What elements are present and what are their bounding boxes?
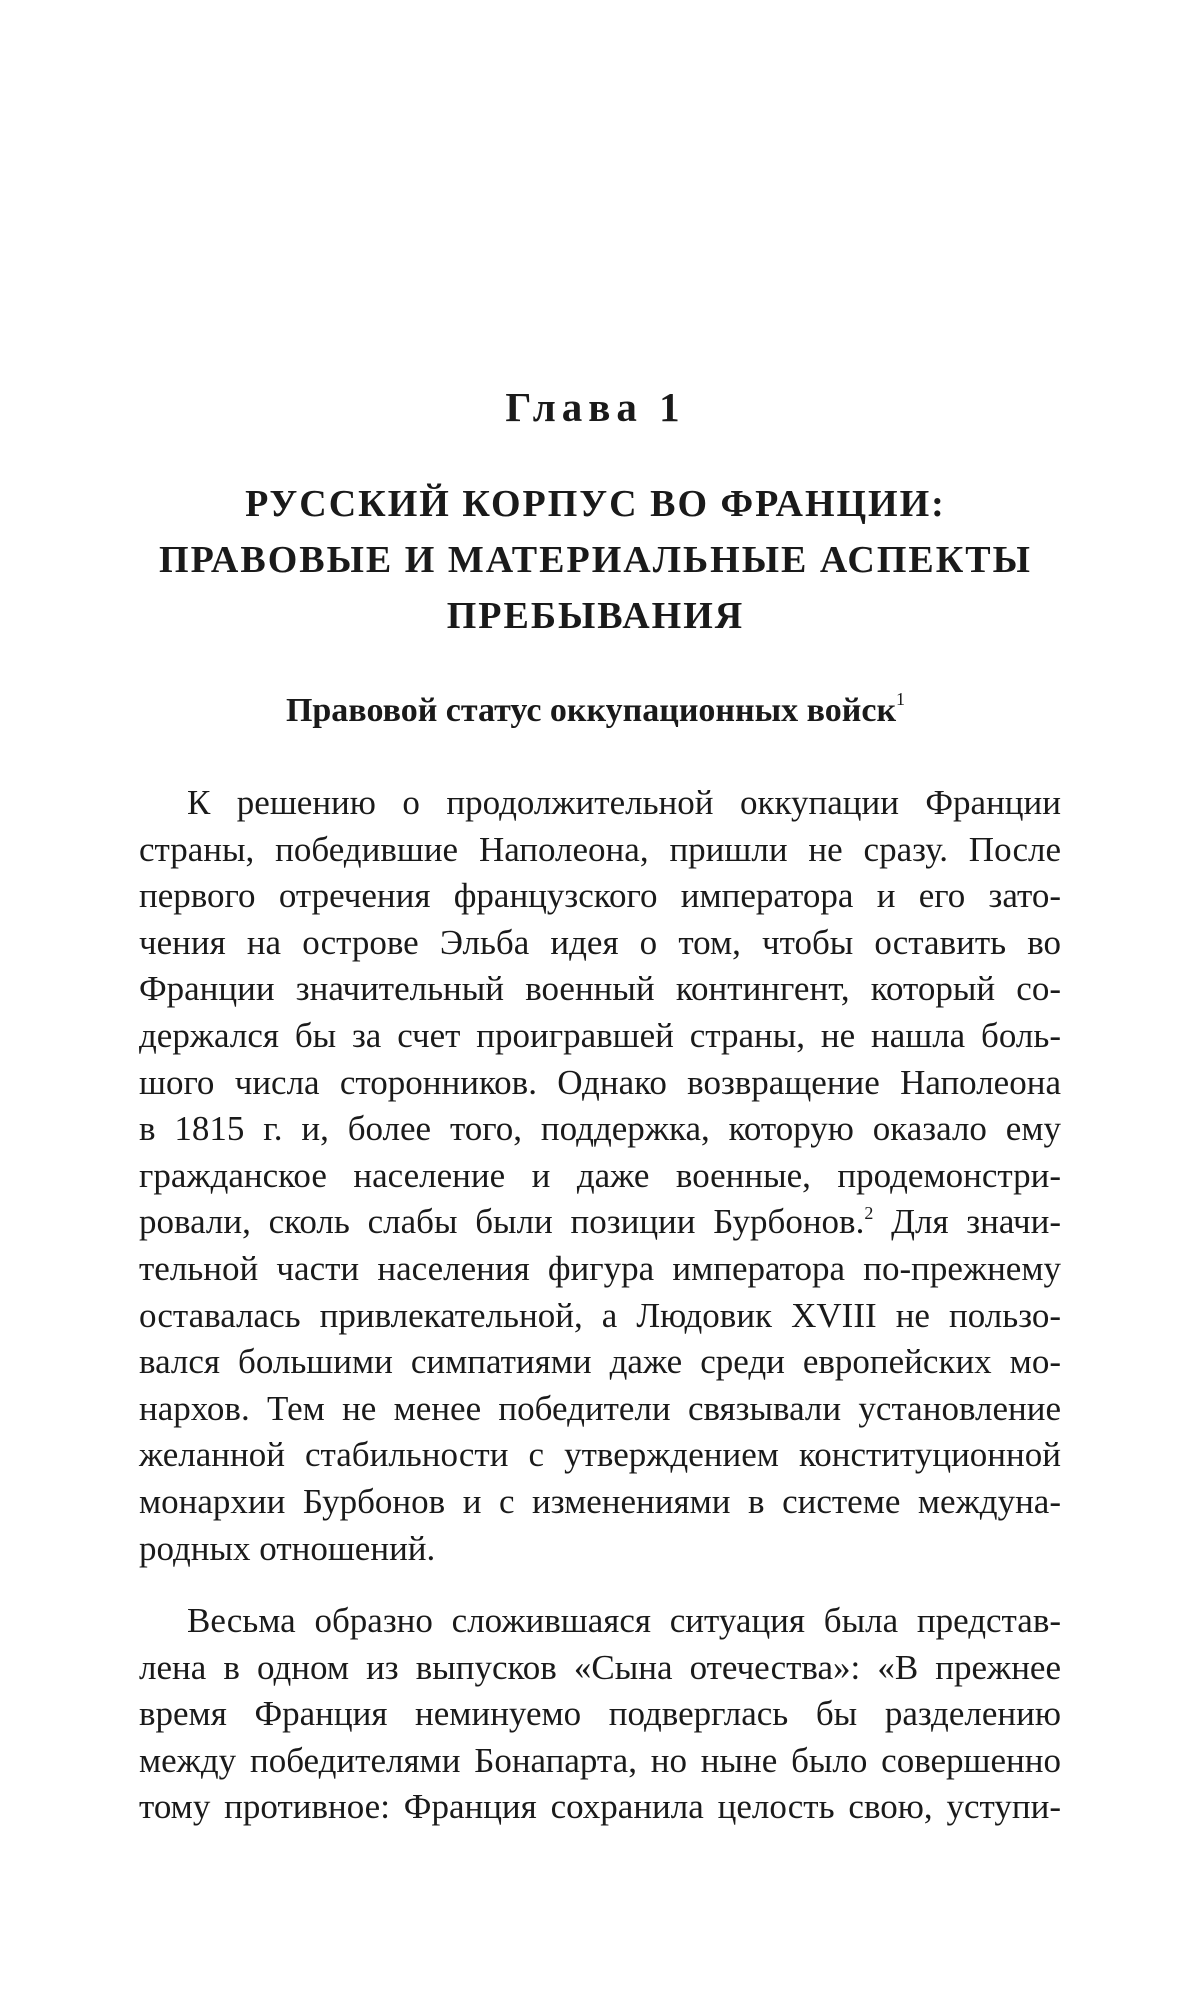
- text-line: гражданское население и даже военные, продемонстри-: [139, 1155, 1061, 1195]
- text-segment: Для значи-: [873, 1202, 1061, 1242]
- chapter-title-line: РУССКИЙ КОРПУС ВО ФРАНЦИИ:: [245, 483, 946, 525]
- text-line: в 1815 г. и, более того, поддержка, которую оказало ему: [139, 1109, 1061, 1149]
- text-line: тому противное: Франция сохранила целость свою, уступи-: [139, 1787, 1061, 1827]
- chapter-title-line: ПРЕБЫВАНИЯ: [446, 595, 745, 637]
- text-line: родных отношений.: [139, 1528, 436, 1568]
- text-line: оставалась привлекательной, а Людовик XVIII не пользо-: [139, 1295, 1061, 1335]
- text-line: время Франция неминуемо подверглась бы разделению: [139, 1694, 1061, 1734]
- text-segment: ровали, сколь слабы были позиции Бурбонов.: [139, 1202, 865, 1242]
- footnote-ref[interactable]: 1: [896, 689, 906, 709]
- text-line: первого отречения французского императора и его зато-: [139, 876, 1061, 916]
- text-line: лена в одном из выпусков «Сына отечества»: «В прежнее: [139, 1647, 1061, 1687]
- footnote-ref[interactable]: 2: [864, 1203, 874, 1224]
- paragraph: [139, 780, 1061, 1572]
- text-line: держался бы за счет проигравшей страны, не нашла боль-: [139, 1015, 1061, 1055]
- section-title-text: Правовой статус оккупационных войск: [285, 692, 897, 729]
- paragraph: [139, 1598, 1061, 1831]
- text-line-with-footnote: [139, 1199, 1061, 1246]
- chapter-label: Глава 1: [505, 384, 686, 430]
- text-line: нархов. Тем не менее победители связывали установление: [139, 1388, 1061, 1428]
- text-line: между победителями Бонапарта, но ныне было совершенно: [139, 1740, 1061, 1780]
- text-line: монархии Бурбонов и с изменениями в системе междуна-: [139, 1481, 1061, 1521]
- text-line: шого числа сторонников. Однако возвращение Наполеона: [139, 1062, 1061, 1102]
- chapter-title: [150, 476, 1041, 644]
- section-title: [150, 686, 1041, 736]
- text-line: чения на острове Эльба идея о том, чтобы оставить во: [139, 922, 1061, 962]
- text-line: Франции значительный военный контингент, который со-: [139, 969, 1061, 1009]
- text-line: тельной части населения фигура императора по-прежнему: [139, 1248, 1061, 1288]
- text-line: желанной стабильности с утверждением конституционной: [139, 1435, 1061, 1475]
- chapter-title-line: ПРАВОВЫЕ И МАТЕРИАЛЬНЫЕ АСПЕКТЫ: [159, 539, 1032, 581]
- text-line: страны, победившие Наполеона, пришли не сразу. После: [139, 829, 1061, 869]
- text-line: вался большими симпатиями даже среди европейских мо-: [139, 1342, 1061, 1382]
- text-line: К решению о продолжительной оккупации Франции: [187, 783, 1061, 822]
- text-line: Весьма образно сложившаяся ситуация была представ-: [187, 1601, 1061, 1640]
